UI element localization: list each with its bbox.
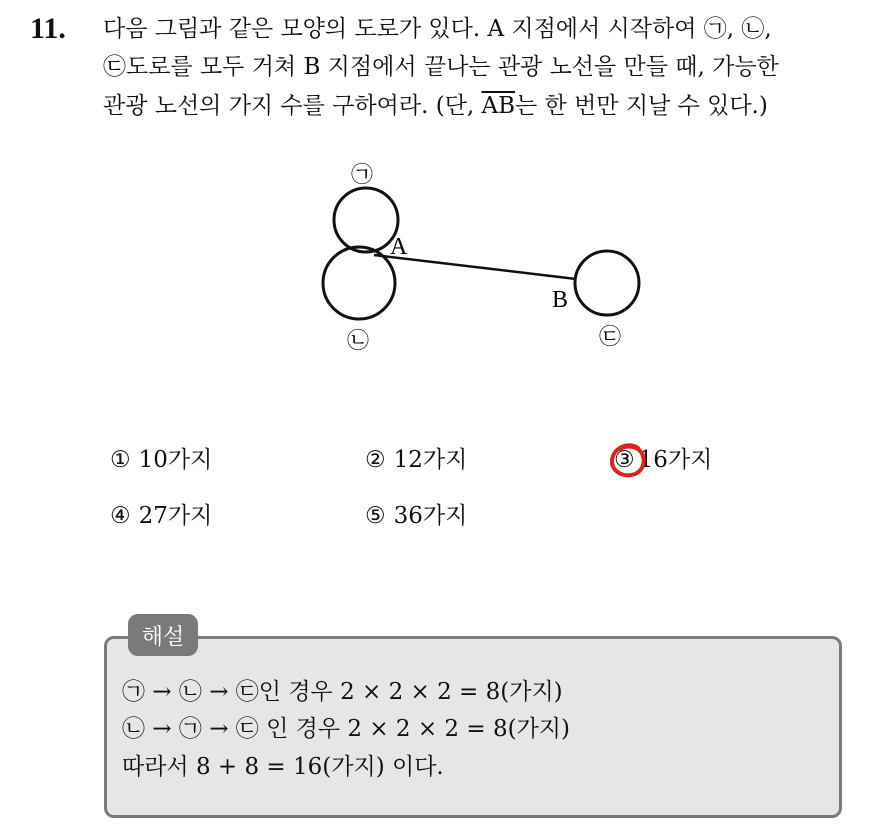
- question-text-line-3-end: 는 한 번만 지날 수 있다.): [515, 93, 768, 119]
- answer-mark-stroke: [612, 445, 644, 475]
- label-circle-3: ㉢: [598, 325, 622, 350]
- explanation-line-1: ㉠ → ㉡ → ㉢인 경우 2 × 2 × 2 = 8(가지): [122, 679, 563, 705]
- point-a-label: A: [390, 234, 408, 260]
- question-text-line-2: ㉢도로를 모두 거쳐 B 지점에서 끝나는 관광 노선을 만들 때, 가능한: [103, 54, 779, 80]
- choice-2-value: 12가지: [393, 447, 468, 473]
- choice-5-number: ⑤: [365, 503, 386, 529]
- choice-3-value: 16가지: [638, 447, 713, 473]
- choice-4-value: 27가지: [138, 503, 213, 529]
- choice-1-number: ①: [110, 447, 131, 473]
- explanation-tab: 해설: [128, 614, 198, 656]
- choice-2[interactable]: [365, 445, 467, 475]
- choice-5-value: 36가지: [393, 503, 468, 529]
- choice-4-number: ④: [110, 503, 131, 529]
- circle-road-2: [323, 247, 395, 319]
- choice-5[interactable]: [365, 501, 467, 531]
- answer-circle-mark: [608, 440, 648, 480]
- question-text-line-3-start: 관광 노선의 가지 수를 구하여라. (단,: [103, 93, 482, 119]
- segment-ab-label: $\overline{AB}$: [481, 93, 516, 119]
- label-circle-2: ㉡: [346, 329, 370, 354]
- choice-2-number: ②: [365, 447, 386, 473]
- choice-3-number: ③: [614, 447, 635, 473]
- road-diagram: [300, 150, 660, 360]
- circle-road-3: [575, 251, 639, 315]
- explanation-line-3: 따라서 8 + 8 = 16(가지) 이다.: [122, 754, 444, 780]
- question-number: 11.: [30, 12, 66, 45]
- question-text-line-1: 다음 그림과 같은 모양의 도로가 있다. A 지점에서 시작하여 ㉠, ㉡,: [103, 16, 772, 42]
- choice-1-value: 10가지: [138, 447, 213, 473]
- explanation-line-2: ㉡ → ㉠ → ㉢ 인 경우 2 × 2 × 2 = 8(가지): [122, 716, 570, 742]
- question-text-line-3: [103, 91, 768, 121]
- circle-road-1: [334, 188, 398, 252]
- choice-4[interactable]: [110, 501, 212, 531]
- choice-1[interactable]: [110, 445, 212, 475]
- label-circle-1: ㉠: [350, 163, 374, 188]
- point-b-label: B: [552, 287, 569, 313]
